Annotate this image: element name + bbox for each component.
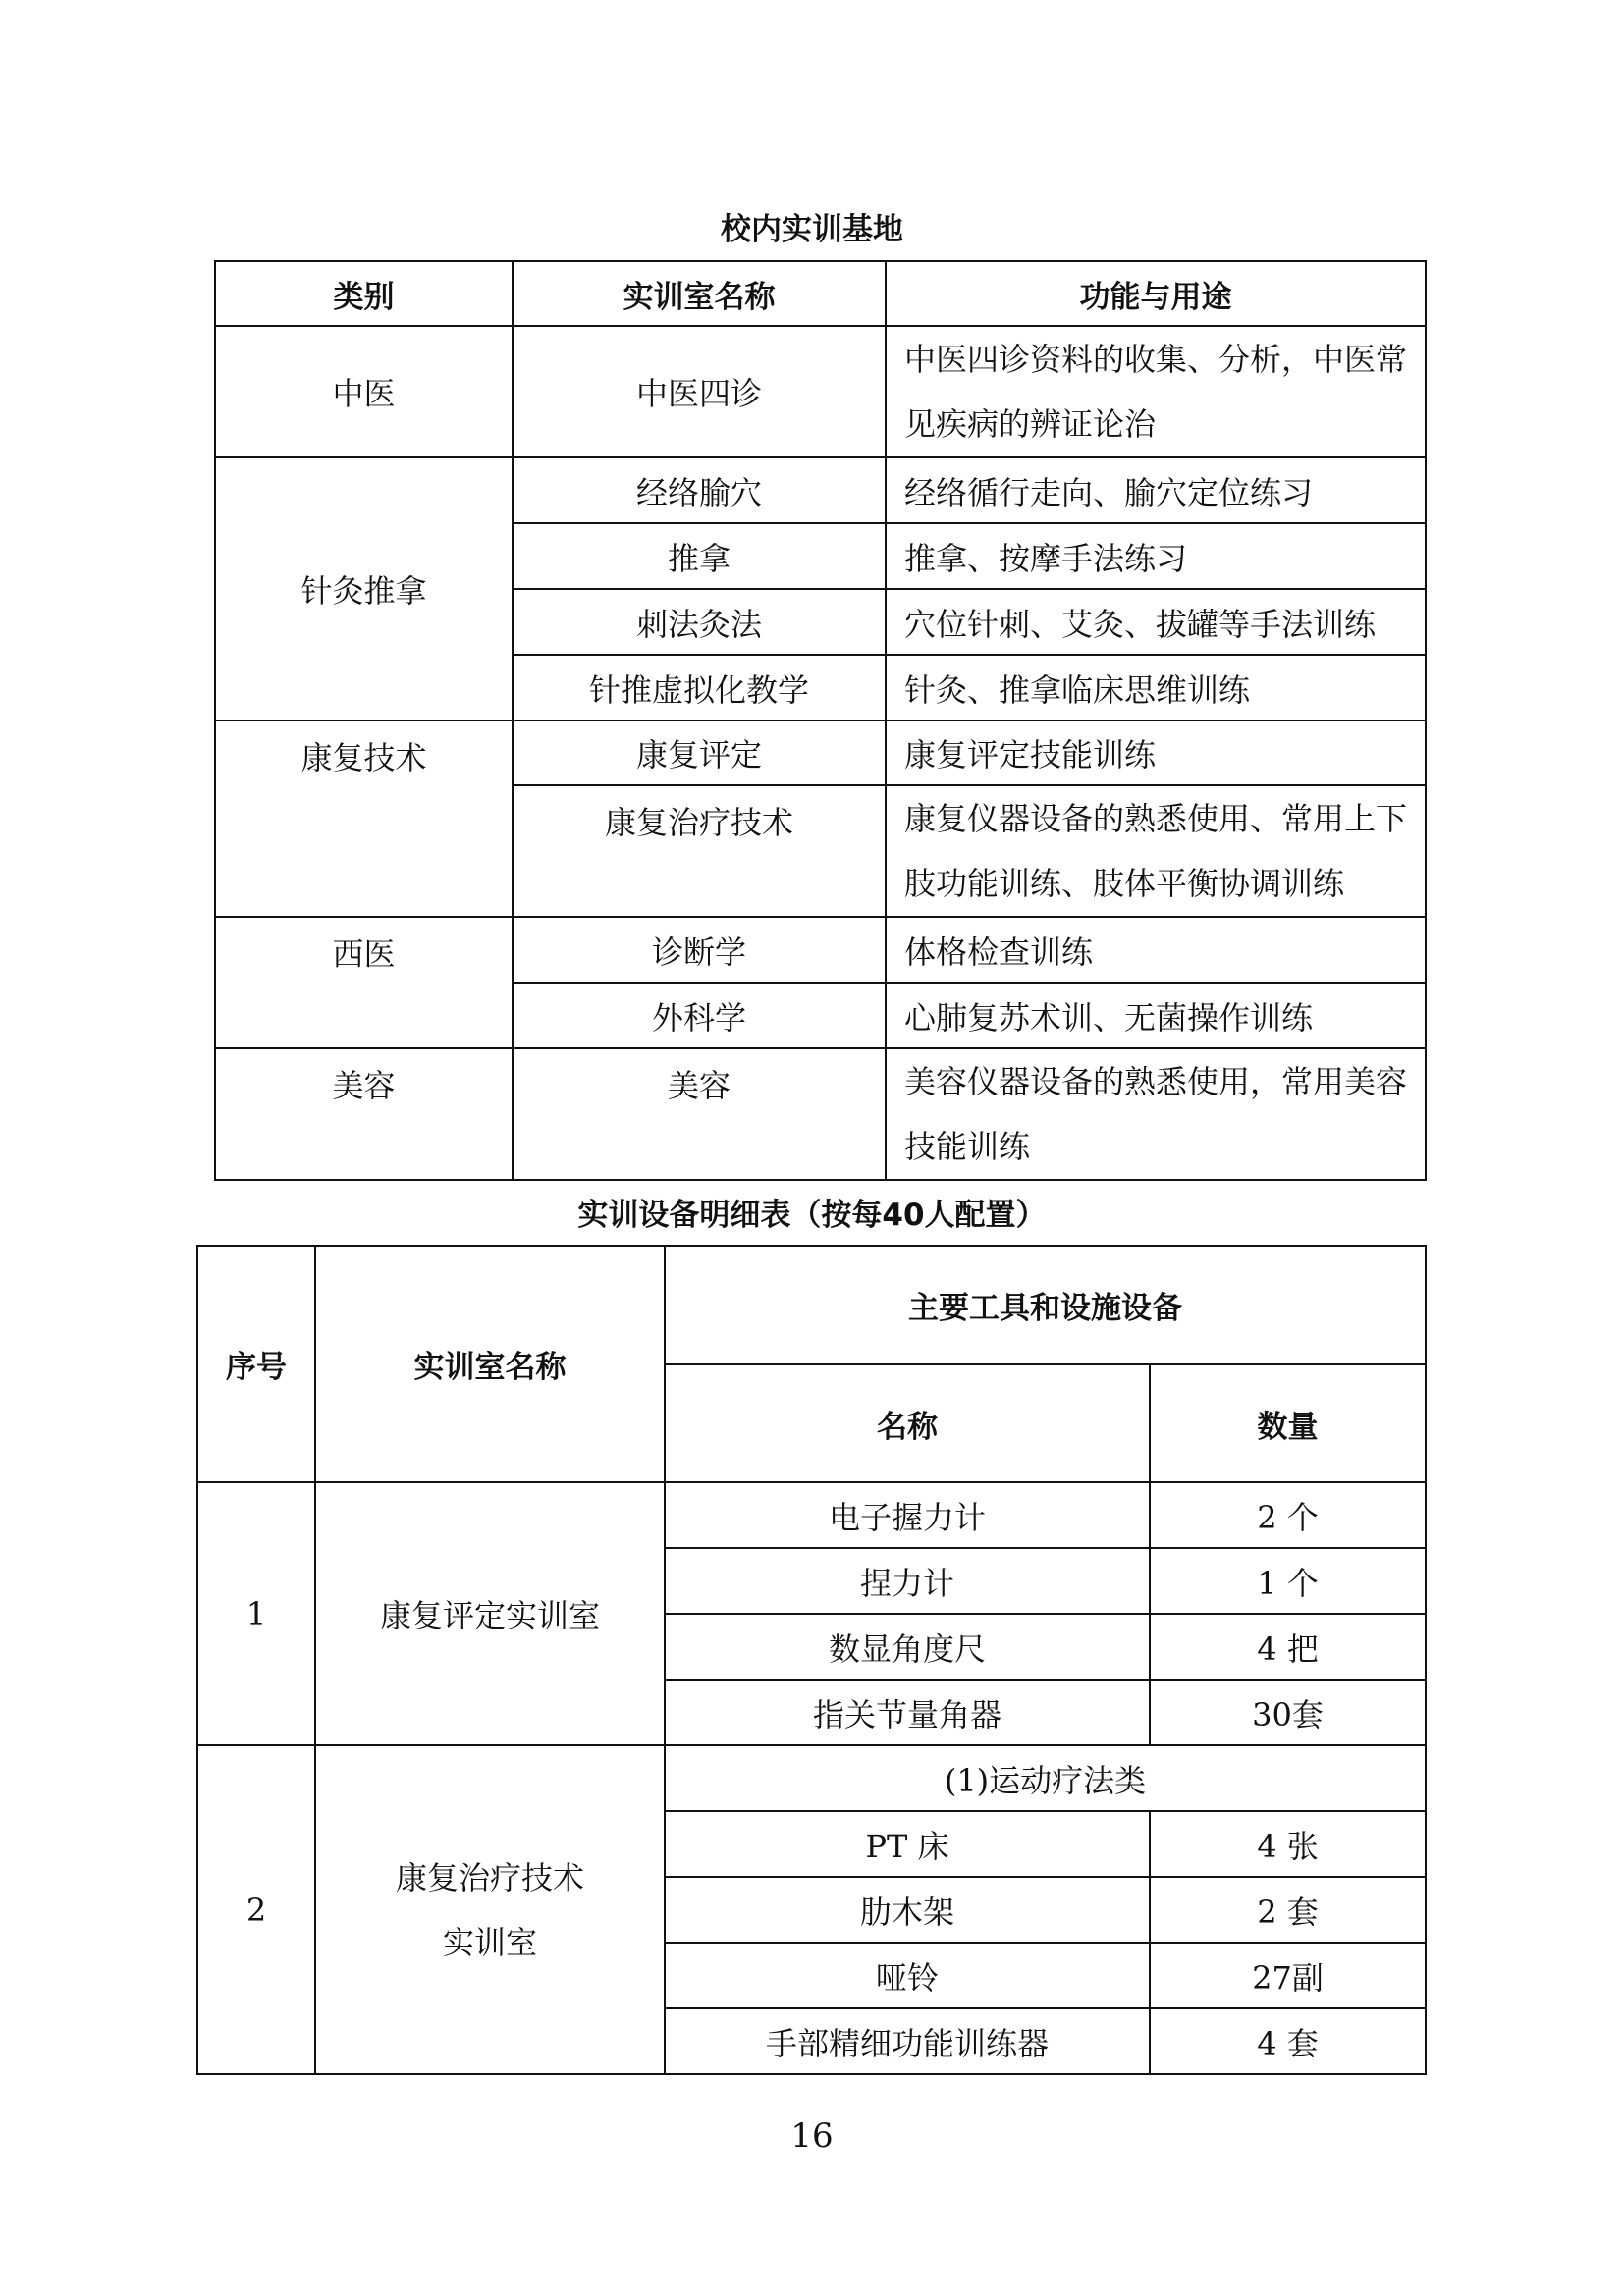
room-cell: 中医四诊: [513, 326, 886, 457]
room-line: 康复治疗技术: [395, 1858, 584, 1896]
item-name-cell: 电子握力计: [665, 1482, 1150, 1548]
item-name-cell: 肋木架: [665, 1877, 1150, 1943]
room-cell: 诊断学: [513, 917, 886, 983]
function-cell: 针灸、推拿临床思维训练: [886, 655, 1426, 721]
function-cell: 美容仪器设备的熟悉使用，常用美容技能训练: [886, 1048, 1426, 1180]
item-qty-cell: 27副: [1150, 1943, 1426, 2008]
function-cell: 中医四诊资料的收集、分析，中医常见疾病的辨证论治: [886, 326, 1426, 457]
item-qty-cell: 30套: [1150, 1680, 1426, 1745]
table1-title: 校内实训基地: [721, 212, 903, 247]
header-room-name: 实训室名称: [315, 1246, 665, 1482]
function-cell: 心肺复苏术训、无菌操作训练: [886, 983, 1426, 1048]
header-category: 类别: [215, 261, 513, 326]
page-number: 16: [790, 2116, 834, 2156]
table2-title: 实训设备明细表（按每40人配置）: [577, 1198, 1047, 1233]
category-cell: 西医: [215, 917, 513, 1048]
room-cell: 经络腧穴: [513, 457, 886, 523]
header-seq: 序号: [197, 1246, 315, 1482]
room-cell: 刺法灸法: [513, 589, 886, 655]
item-qty-cell: 2 个: [1150, 1482, 1426, 1548]
header-main-tools: 主要工具和设施设备: [665, 1246, 1426, 1364]
room-cell: 康复治疗技术: [513, 785, 886, 917]
room-cell: 推拿: [513, 523, 886, 589]
item-name-cell: 捏力计: [665, 1548, 1150, 1614]
category-cell: 美容: [215, 1048, 513, 1180]
header-function: 功能与用途: [886, 261, 1426, 326]
item-qty-cell: 4 张: [1150, 1811, 1426, 1877]
function-cell: 穴位针刺、艾灸、拔罐等手法训练: [886, 589, 1426, 655]
item-qty-cell: 1 个: [1150, 1548, 1426, 1614]
equipment-table: [196, 1245, 1427, 2075]
header-quantity: 数量: [1150, 1364, 1426, 1482]
item-name-cell: 手部精细功能训练器: [665, 2008, 1150, 2074]
subcategory-heading: (1)运动疗法类: [665, 1745, 1426, 1811]
room-cell: 康复评定: [513, 721, 886, 785]
category-cell: 康复技术: [215, 721, 513, 917]
function-cell: 经络循行走向、腧穴定位练习: [886, 457, 1426, 523]
training-base-table: [214, 260, 1427, 1181]
function-cell: 康复仪器设备的熟悉使用、常用上下肢功能训练、肢体平衡协调训练: [886, 785, 1426, 917]
header-item-name: 名称: [665, 1364, 1150, 1482]
item-qty-cell: 4 套: [1150, 2008, 1426, 2074]
seq-cell: 1: [197, 1482, 315, 1745]
room-cell: 针推虚拟化教学: [513, 655, 886, 721]
room-line: 实训室: [442, 1923, 537, 1961]
room-cell: 外科学: [513, 983, 886, 1048]
room-cell: 美容: [513, 1048, 886, 1180]
item-name-cell: 哑铃: [665, 1943, 1150, 2008]
item-name-cell: 数显角度尺: [665, 1614, 1150, 1680]
item-qty-cell: 4 把: [1150, 1614, 1426, 1680]
room-cell: 康复评定实训室: [315, 1482, 665, 1745]
function-cell: 推拿、按摩手法练习: [886, 523, 1426, 589]
item-name-cell: 指关节量角器: [665, 1680, 1150, 1745]
category-cell: 中医: [215, 326, 513, 457]
item-qty-cell: 2 套: [1150, 1877, 1426, 1943]
room-cell: [315, 1745, 665, 2074]
category-cell: 针灸推拿: [215, 457, 513, 721]
seq-cell: 2: [197, 1745, 315, 2074]
header-room-name: 实训室名称: [513, 261, 886, 326]
function-cell: 康复评定技能训练: [886, 721, 1426, 785]
item-name-cell: PT 床: [665, 1811, 1150, 1877]
function-cell: 体格检查训练: [886, 917, 1426, 983]
